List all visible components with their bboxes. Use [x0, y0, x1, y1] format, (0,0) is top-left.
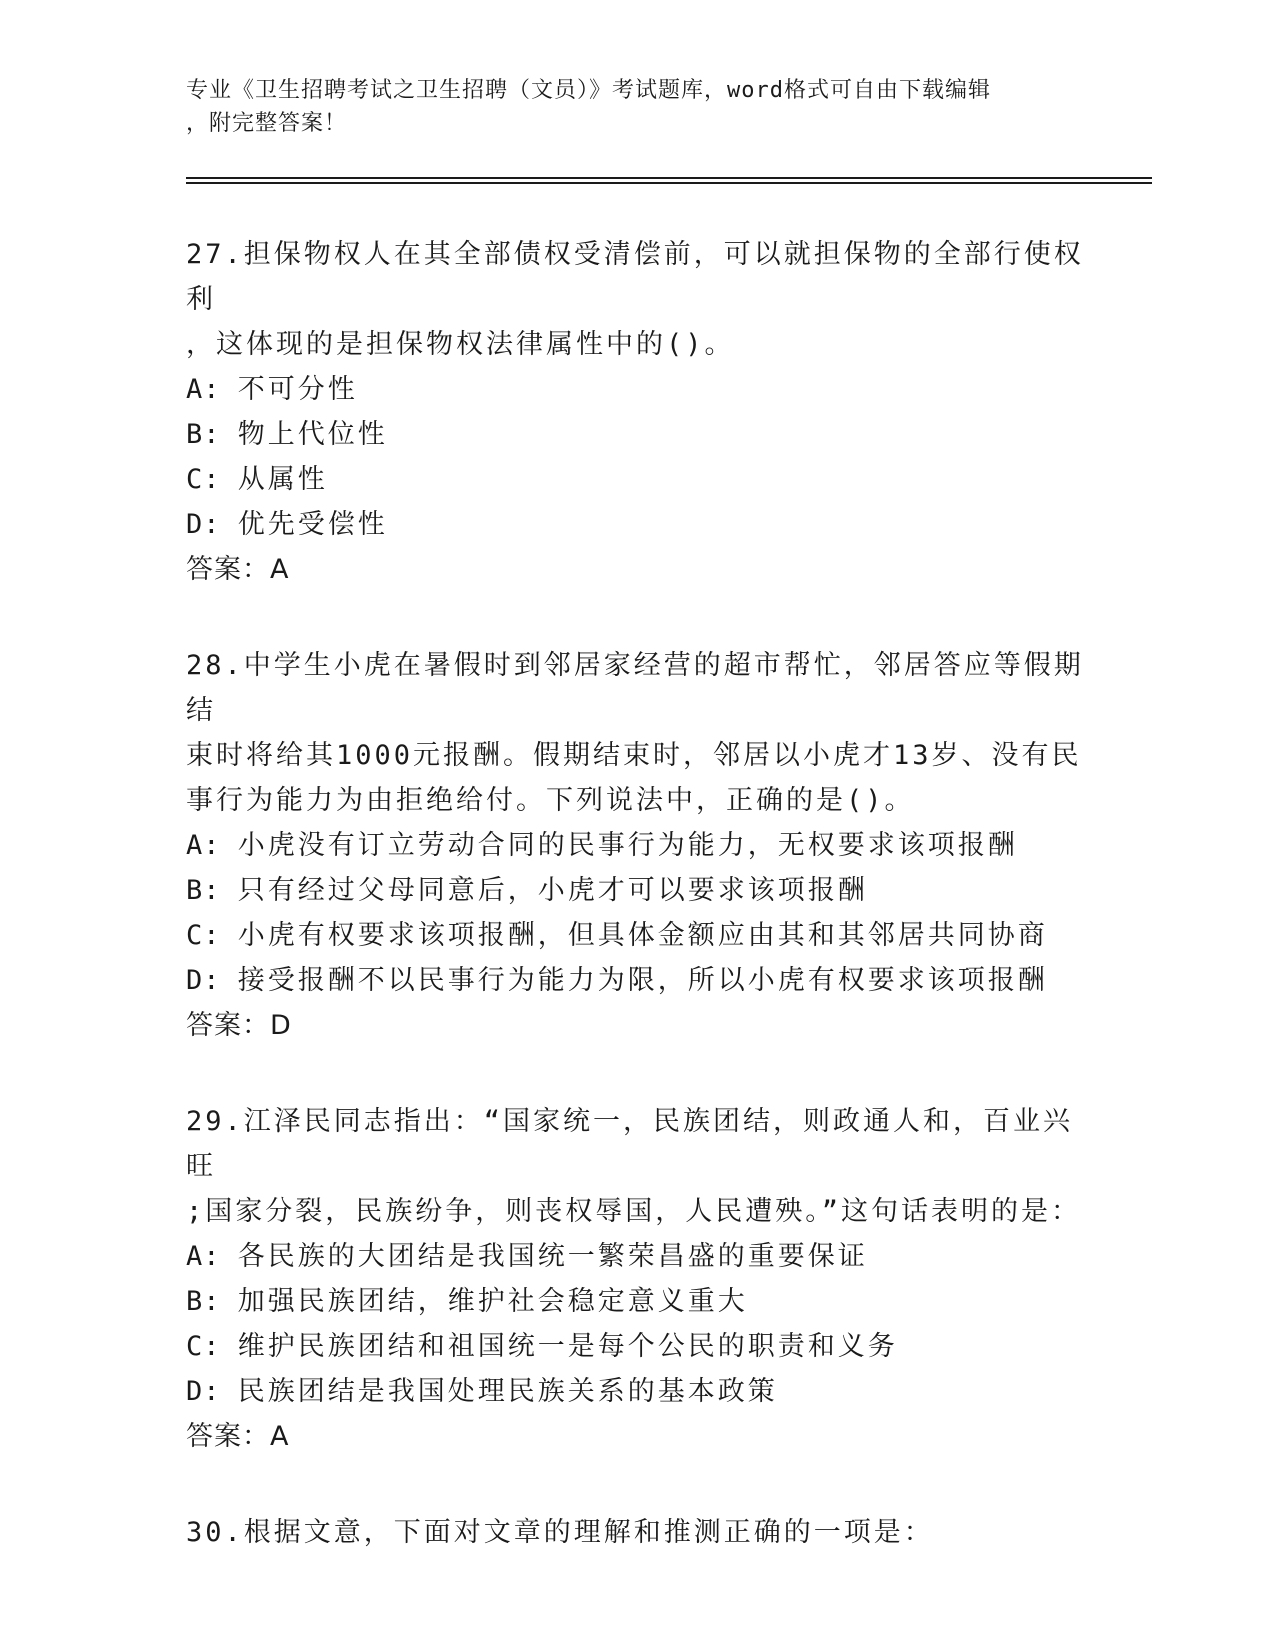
question-stem	[186, 1099, 1086, 1234]
option-key: B:	[186, 1286, 238, 1317]
stem-line: ;国家分裂，民族纷争，则丧权辱国，人民遭殃。”这句话表明的是：	[186, 1196, 1082, 1227]
option-text: 只有经过父母同意后，小虎才可以要求该项报酬	[237, 875, 868, 906]
option-text: 各民族的大团结是我国统一繁荣昌盛的重要保证	[237, 1241, 868, 1272]
question-stem	[186, 643, 1086, 823]
stem-line: ，这体现的是担保物权法律属性中的()。	[186, 329, 735, 360]
option-text: 小虎没有订立劳动合同的民事行为能力，无权要求该项报酬	[237, 830, 1018, 861]
question-28	[186, 643, 1086, 1048]
question-list	[186, 232, 1086, 1606]
option-c	[186, 457, 1086, 502]
option-text: 从属性	[237, 464, 328, 495]
header-divider-bottom	[186, 182, 1152, 184]
stem-line: 束时将给其1000元报酬。假期结束时，邻居以小虎才13岁、没有民	[186, 740, 1082, 771]
option-text: 不可分性	[237, 374, 358, 405]
option-key: B:	[186, 419, 238, 450]
option-text: 民族团结是我国处理民族关系的基本政策	[237, 1376, 778, 1407]
option-d	[186, 1369, 1086, 1414]
option-key: D:	[186, 1376, 238, 1407]
option-text: 物上代位性	[237, 419, 388, 450]
question-29	[186, 1099, 1086, 1459]
question-27	[186, 232, 1086, 592]
option-key: C:	[186, 1331, 238, 1362]
option-c	[186, 1324, 1086, 1369]
option-key: A:	[186, 374, 238, 405]
option-text: 加强民族团结，维护社会稳定意义重大	[237, 1286, 748, 1317]
option-a	[186, 823, 1086, 868]
answer-line: 答案：D	[186, 1010, 292, 1041]
question-stem	[186, 1510, 1086, 1555]
header-line-2: ，附完整答案！	[186, 111, 348, 136]
stem-line: 27.担保物权人在其全部债权受清偿前，可以就担保物的全部行使权利	[186, 239, 1084, 315]
option-a	[186, 1234, 1086, 1279]
question-stem	[186, 232, 1086, 367]
header-divider-top	[186, 177, 1152, 179]
option-key: A:	[186, 1241, 238, 1272]
answer-line: 答案：A	[186, 554, 290, 585]
stem-line: 30.根据文意，下面对文章的理解和推测正确的一项是：	[186, 1517, 934, 1548]
option-key: B:	[186, 875, 238, 906]
option-text: 优先受偿性	[237, 509, 388, 540]
option-key: A:	[186, 830, 238, 861]
option-b	[186, 1279, 1086, 1324]
stem-line: 28.中学生小虎在暑假时到邻居家经营的超市帮忙，邻居答应等假期结	[186, 650, 1084, 726]
option-text: 小虎有权要求该项报酬，但具体金额应由其和其邻居共同协商	[237, 920, 1048, 951]
answer-line: 答案：A	[186, 1421, 290, 1452]
option-key: D:	[186, 509, 238, 540]
option-b	[186, 412, 1086, 457]
option-b	[186, 868, 1086, 913]
option-key: C:	[186, 920, 238, 951]
option-text: 维护民族团结和祖国统一是每个公民的职责和义务	[237, 1331, 898, 1362]
option-d	[186, 502, 1086, 547]
header-line-1: 专业《卫生招聘考试之卫生招聘（文员）》考试题库，word格式可自由下载编辑	[186, 78, 991, 103]
option-a	[186, 367, 1086, 412]
option-key: D:	[186, 965, 238, 996]
option-d	[186, 958, 1086, 1003]
option-c	[186, 913, 1086, 958]
option-key: C:	[186, 464, 238, 495]
stem-line: 事行为能力为由拒绝给付。下列说法中，正确的是()。	[186, 785, 915, 816]
question-30	[186, 1510, 1086, 1555]
stem-line: 29.江泽民同志指出：“国家统一，民族团结，则政通人和，百业兴旺	[186, 1106, 1074, 1182]
option-text: 接受报酬不以民事行为能力为限，所以小虎有权要求该项报酬	[237, 965, 1048, 996]
page-header	[186, 74, 1066, 140]
